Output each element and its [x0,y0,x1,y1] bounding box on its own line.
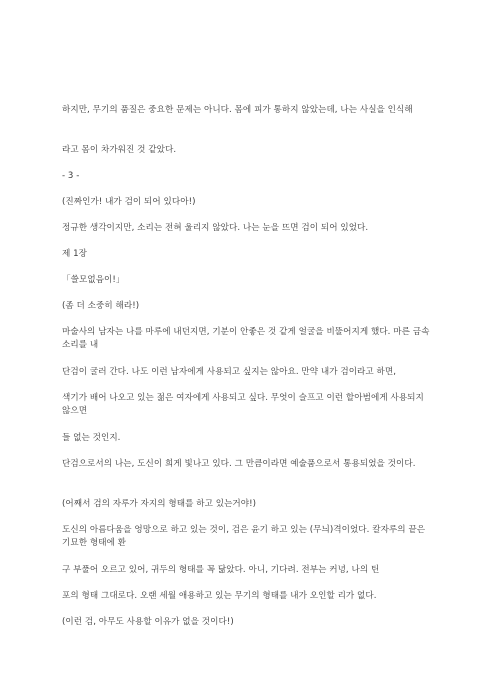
paragraph-13: 도신의 아름다움을 엉망으로 하고 있는 것이, 검은 윤기 하고 있는 (무늬)격이었다. 칼자루의 끝은 기묘한 형태에 환 [62,525,426,548]
paragraph-16: (이런 검, 아무도 사용할 이유가 없을 것이다!) [62,617,234,627]
paragraph-14: 구 부풀어 오르고 있어, 귀두의 형태를 꼭 닮았다. 아니, 기다려. 전부는 커녕, 나의 틴 [62,565,380,575]
paragraph-12: (어째서 검의 자루가 자지의 형태를 하고 있는거야!) [62,499,257,509]
paragraph-15: 포의 형태 그대로다. 오랜 세월 애용하고 있는 무기의 형태를 내가 오인할 리가 없다. [62,591,377,601]
chapter-heading: 제 1장 [62,249,88,259]
paragraph-3: (진짜인가! 내가 검이 되어 있다아!) [62,197,196,207]
paragraph-2: 라고 몸이 차가워진 것 같았다. [62,145,177,155]
page-number: - 3 - [62,171,80,181]
paragraph-4: 정규한 생각이지만, 소리는 전혀 울리지 않았다. 나는 눈을 뜨면 검이 되어 있었다. [62,223,369,233]
paragraph-7: 마술사의 남자는 나를 마루에 내던지면, 기분이 안좋은 것 같게 얼굴을 비뚤어지게 했다. 마른 금속 소리를 내 [62,327,430,350]
paragraph-11: 단검으로서의 나는, 도신이 희게 빛나고 있다. 그 만큼이라면 예술품으로서 통용되었을 것이다. [62,459,416,469]
paragraph-1: 하지만, 무기의 품질은 중요한 문제는 아니다. 몸에 피가 통하지 않았는데, 나는 사실을 인식해 [62,105,413,115]
paragraph-5: 「쓸모없음이!」 [62,275,125,285]
paragraph-10: 들 없는 것인지. [62,433,121,443]
paragraph-6: (좀 더 소중히 해라!) [62,301,140,311]
paragraph-8: 단검이 굴러 간다. 나도 이런 남자에게 사용되고 싶지는 않아요. 만약 내가 검이라고 하면, [62,367,397,377]
paragraph-9: 색기가 배어 나오고 있는 젊은 여자에게 사용되고 싶다. 무엇이 슬프고 이런 할아범에게 사용되지 않으면 [62,393,424,416]
